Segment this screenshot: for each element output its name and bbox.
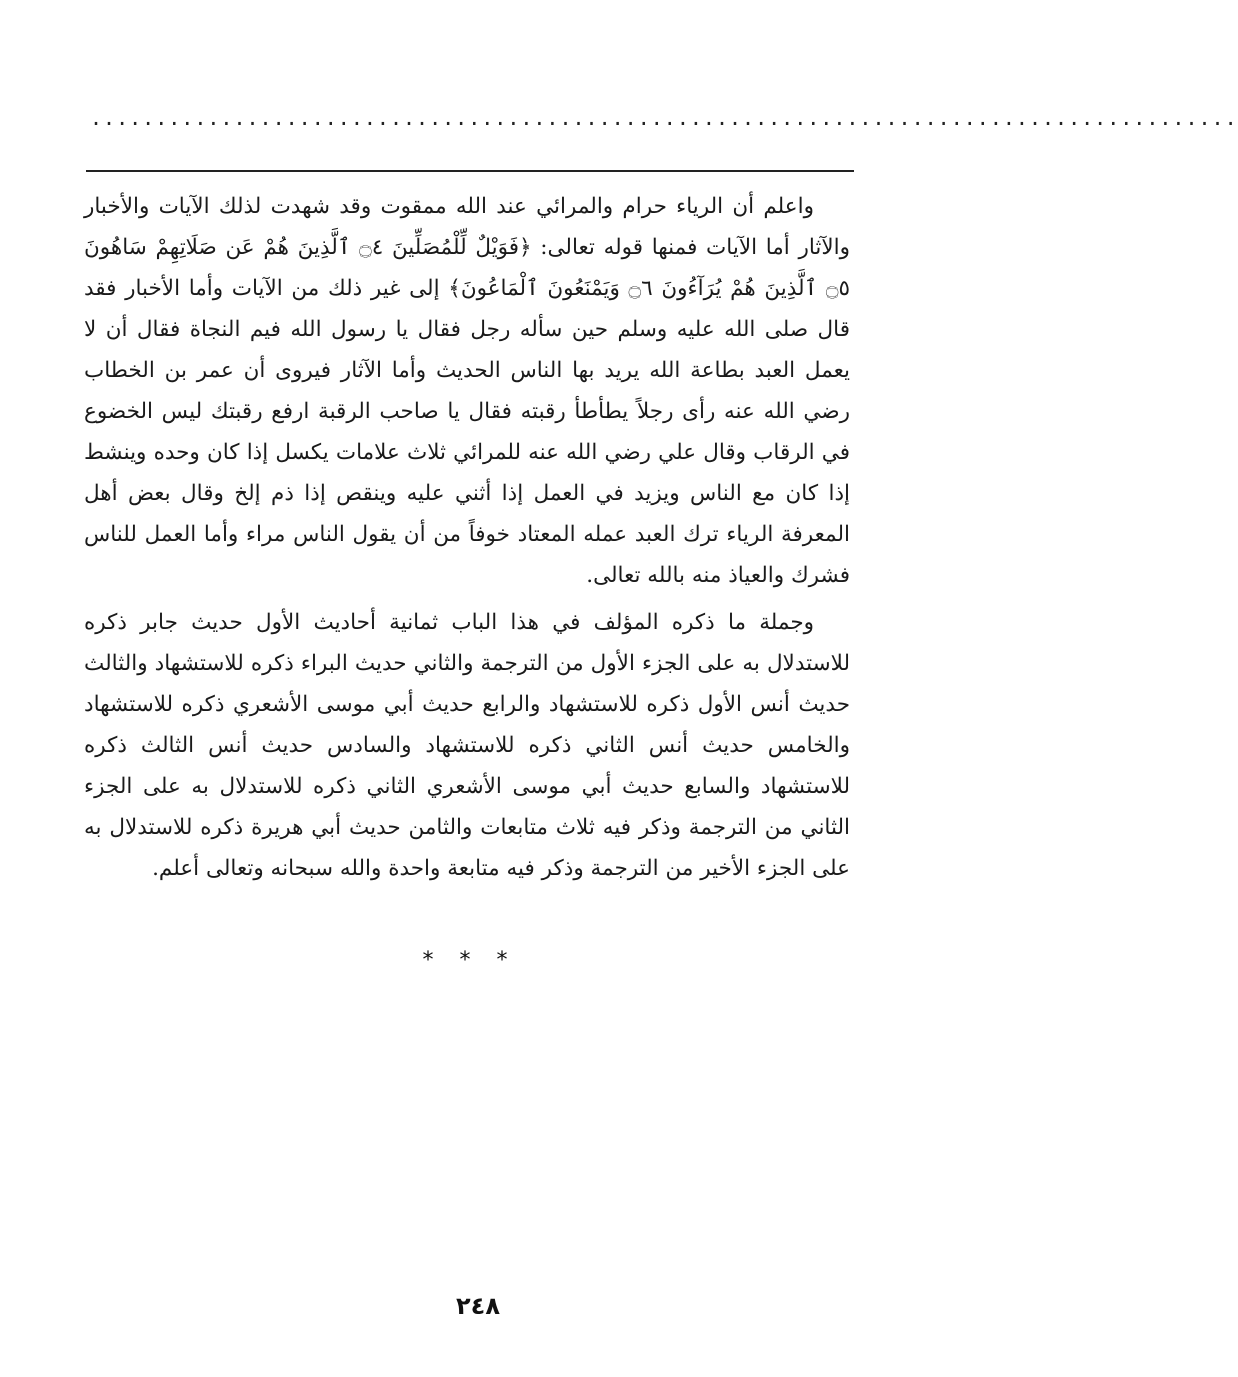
separator-star: * (459, 948, 497, 973)
paragraph-riya (84, 186, 850, 596)
main-text (84, 186, 850, 889)
paragraph-riya-intro: واعلم أن الرياء حرام والمرائي عند الله ممقوت وقد شهدت لذلك الآيات والأخبار والآثار أما الآيات فمنها قوله تعالى: (84, 194, 850, 260)
paragraph-riya-rest: إلى غير ذلك من الآيات وأما الأخبار فقد قال صلى الله عليه وسلم حين سأله رجل فقال يا رسول الله فيم النجاة فقال أن لا يعمل العبد بطاعة الله يريد بها الناس الحديث وأما الآثار فيروى أن عمر بن الخطاب رضي الله عنه رأى رجلاً يطأطأ رقبته فقال يا صاحب الرقبة ارفع رقبتك ليس الخضوع في الرقاب وقال علي رضي الله عنه للمرائي ثلاث علامات يكسل إذا كان وحده وينشط إذا كان مع الناس ويزيد في العمل إذا أثني عليه وينقص إذا ذم إلخ وقال بعض أهل المعرفة الرياء ترك العبد عمله المعتاد خوفاً من أن يقول الناس مراء وأما العمل للناس فشرك والعياذ منه بالله تعالى. (84, 276, 850, 588)
separator-star: * (422, 948, 460, 973)
quran-verse: ﴿فَوَيْلٌ لِّلْمُصَلِّينَ ۝٤ ٱلَّذِينَ هُمْ عَن صَلَاتِهِمْ سَاهُونَ ۝٥ ٱلَّذِينَ هُمْ يُرَآءُونَ ۝٦ وَيَمْنَعُونَ ٱلْمَاعُونَ﴾ (84, 235, 850, 301)
header-dotted-line: ........................................................................................ (90, 106, 1238, 130)
header-rule (86, 170, 854, 172)
separator-star: * (496, 948, 534, 973)
paragraph-summary: وجملة ما ذكره المؤلف في هذا الباب ثمانية أحاديث الأول حديث جابر ذكره للاستدلال به على الجزء الأول من الترجمة والثاني حديث البراء ذكره للاستشهاد والثالث حديث أنس الأول ذكره للاستشهاد والرابع حديث أبي موسى الأشعري ذكره للاستشهاد والخامس حديث أنس الثاني ذكره للاستشهاد والسادس حديث أنس الثالث ذكره للاستشهاد والسابع حديث أبي موسى الأشعري الثاني ذكره للاستدلال به على الجزء الثاني من الترجمة وذكر فيه ثلاث متابعات والثامن حديث أبي هريرة ذكره للاستدلال به على الجزء الأخير من الترجمة وذكر فيه متابعة واحدة والله سبحانه وتعالى أعلم. (84, 610, 850, 881)
page-number: ٢٤٨ (456, 1292, 500, 1320)
section-separator (0, 948, 956, 973)
